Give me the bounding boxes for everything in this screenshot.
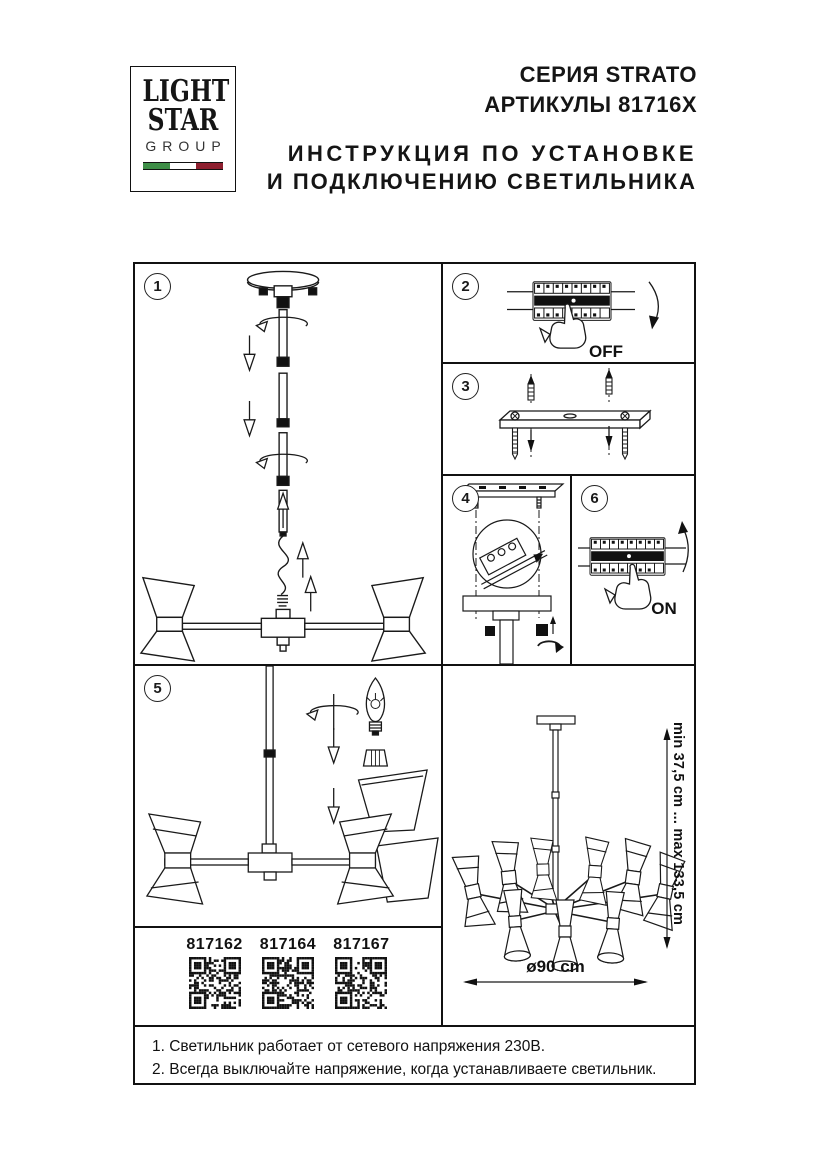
wall-plug-icon [606, 369, 613, 394]
step-5-shade-bulb-drawing [135, 666, 441, 926]
instruction-figure [133, 262, 696, 1085]
step-2-panel [443, 264, 694, 364]
qr-code [335, 957, 387, 1009]
qr-item [260, 936, 316, 1009]
qr-code [262, 957, 314, 1009]
italian-flag-icon [143, 162, 223, 170]
step-3-number-badge: 3 [452, 373, 479, 400]
step-2-number-badge: 2 [452, 273, 479, 300]
curved-arrow-icon [678, 521, 688, 534]
step-5-panel [135, 666, 443, 928]
step-3-panel [443, 364, 694, 476]
step-1-panel [135, 264, 443, 666]
series-title: СЕРИЯ STRATO [519, 62, 697, 87]
step-4-number-badge: 4 [452, 485, 479, 512]
down-arrow-icon [244, 335, 255, 370]
note-line: 1. Светильник работает от сетевого напряжения 230В. [152, 1038, 546, 1055]
left-arrow-icon [463, 979, 477, 986]
step-6-panel [572, 476, 694, 666]
wall-plug-icon [528, 375, 535, 400]
breaker-off-label: OFF [589, 342, 623, 362]
circuit-breaker-icon [590, 538, 665, 576]
qr-item [333, 936, 389, 1009]
qr-code-section [135, 928, 443, 1027]
right-arrow-icon [634, 979, 648, 986]
document-title-block [267, 60, 697, 196]
screw-icon [623, 428, 628, 459]
down-arrow-icon [244, 401, 255, 436]
screw-icon [513, 428, 518, 459]
step-2-breaker-off-drawing [443, 264, 694, 362]
step-1-rod-assembly-drawing [135, 264, 441, 664]
up-arrow-icon [297, 543, 308, 578]
dimensions-panel [443, 666, 694, 1027]
note-line: 2. Всегда выключайте напряжение, когда устанавливаете светильник. [152, 1061, 657, 1078]
down-arrow-icon [328, 728, 339, 763]
article-number: 817167 [333, 936, 390, 953]
logo-word-group: GROUP [145, 138, 227, 154]
up-arrow-icon [305, 577, 316, 612]
footer-notes [135, 1027, 694, 1083]
article-number: 817162 [186, 936, 243, 953]
rotation-arrow-icon [555, 642, 564, 653]
up-arrow-icon [550, 616, 556, 624]
height-range-label: min 37,5 cm ... max 133,5 cm [670, 722, 686, 926]
article-number: 817164 [259, 936, 317, 953]
instruction-title-line2: И ПОДКЛЮЧЕНИЮ СВЕТИЛЬНИКА [266, 169, 697, 194]
step-5-number-badge: 5 [144, 675, 171, 702]
step-1-number-badge: 1 [144, 273, 171, 300]
logo-word-light: LIGHT [142, 74, 230, 109]
breaker-on-label: ON [651, 599, 677, 618]
articles-title: АРТИКУЛЫ 81716X [484, 92, 697, 117]
instruction-title-line1: ИНСТРУКЦИЯ ПО УСТАНОВКЕ [287, 141, 697, 166]
diameter-label: ø90 cm [526, 957, 585, 976]
down-arrow-icon [328, 788, 339, 823]
step-6-number-badge: 6 [581, 485, 608, 512]
lightstar-logo [130, 66, 236, 192]
rotation-arrow-icon [307, 706, 358, 720]
step-4-panel [443, 476, 572, 666]
terminal-block-detail [470, 529, 548, 590]
curved-arrow-icon [649, 315, 659, 329]
logo-word-star: STAR [147, 103, 219, 138]
qr-code [189, 957, 241, 1009]
down-arrow-icon [528, 440, 535, 452]
qr-item [186, 936, 242, 1009]
down-arrow-icon [606, 436, 613, 448]
step-3-mounting-bracket-drawing [443, 364, 694, 474]
